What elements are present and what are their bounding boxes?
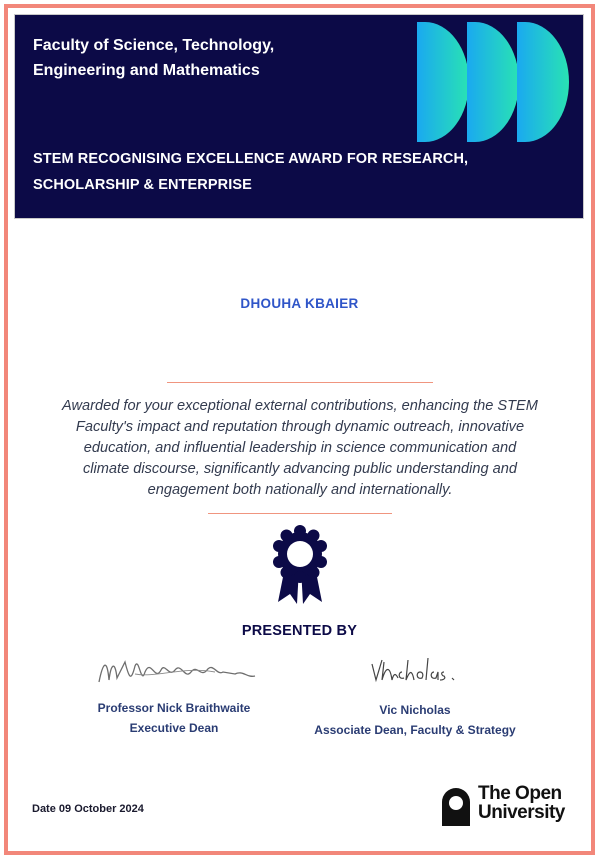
signatory-1-name: Professor Nick Braithwaite [97,701,251,715]
signatory-2 [280,700,550,740]
signature-vic-nicholas [368,656,468,686]
faculty-name [33,33,363,83]
award-rosette-icon [268,524,332,606]
open-university-keyhole-icon [440,786,472,828]
award-title [33,146,533,198]
open-university-wordmark [478,784,565,822]
presented-by-label: PRESENTED BY [241,623,358,639]
citation-line2: Faculty's impact and reputation through dynamic outreach, innovative [75,419,525,435]
faculty-name-line1: Faculty of Science, Technology, [33,37,275,54]
award-title-line2: SCHOLARSHIP & ENTERPRISE [33,177,252,193]
signatory-1-title: Executive Dean [129,721,219,735]
three-gradient-d-shapes-icon [415,20,580,145]
signatory-1 [74,698,274,738]
signatory-2-title: Associate Dean, Faculty & Strategy [314,723,516,737]
citation-line5: engagement both nationally and internationally. [147,482,453,498]
divider-top [167,382,433,383]
signatory-2-name: Vic Nicholas [379,703,451,717]
citation-line3: education, and influential leadership in science communication and [83,440,517,456]
open-university-logo [440,784,580,832]
citation-line1: Awarded for your exceptional external contributions, enhancing the STEM [62,398,538,414]
ou-wordmark-line1: The Open [478,783,562,804]
citation-line4: climate discourse, significantly advancing public understanding and [82,461,517,477]
award-title-line1: STEM RECOGNISING EXCELLENCE AWARD FOR RESEARCH, [33,151,469,167]
recipient-name: DHOUHA KBAIER [240,296,359,311]
award-citation [22,396,578,501]
header-banner [14,14,584,219]
award-date: Date 09 October 2024 [32,803,144,815]
signature-nick-braithwaite [95,652,260,692]
ou-wordmark-line2: University [478,802,565,823]
faculty-name-line2: Engineering and Mathematics [33,62,260,79]
divider-bottom [208,513,392,514]
